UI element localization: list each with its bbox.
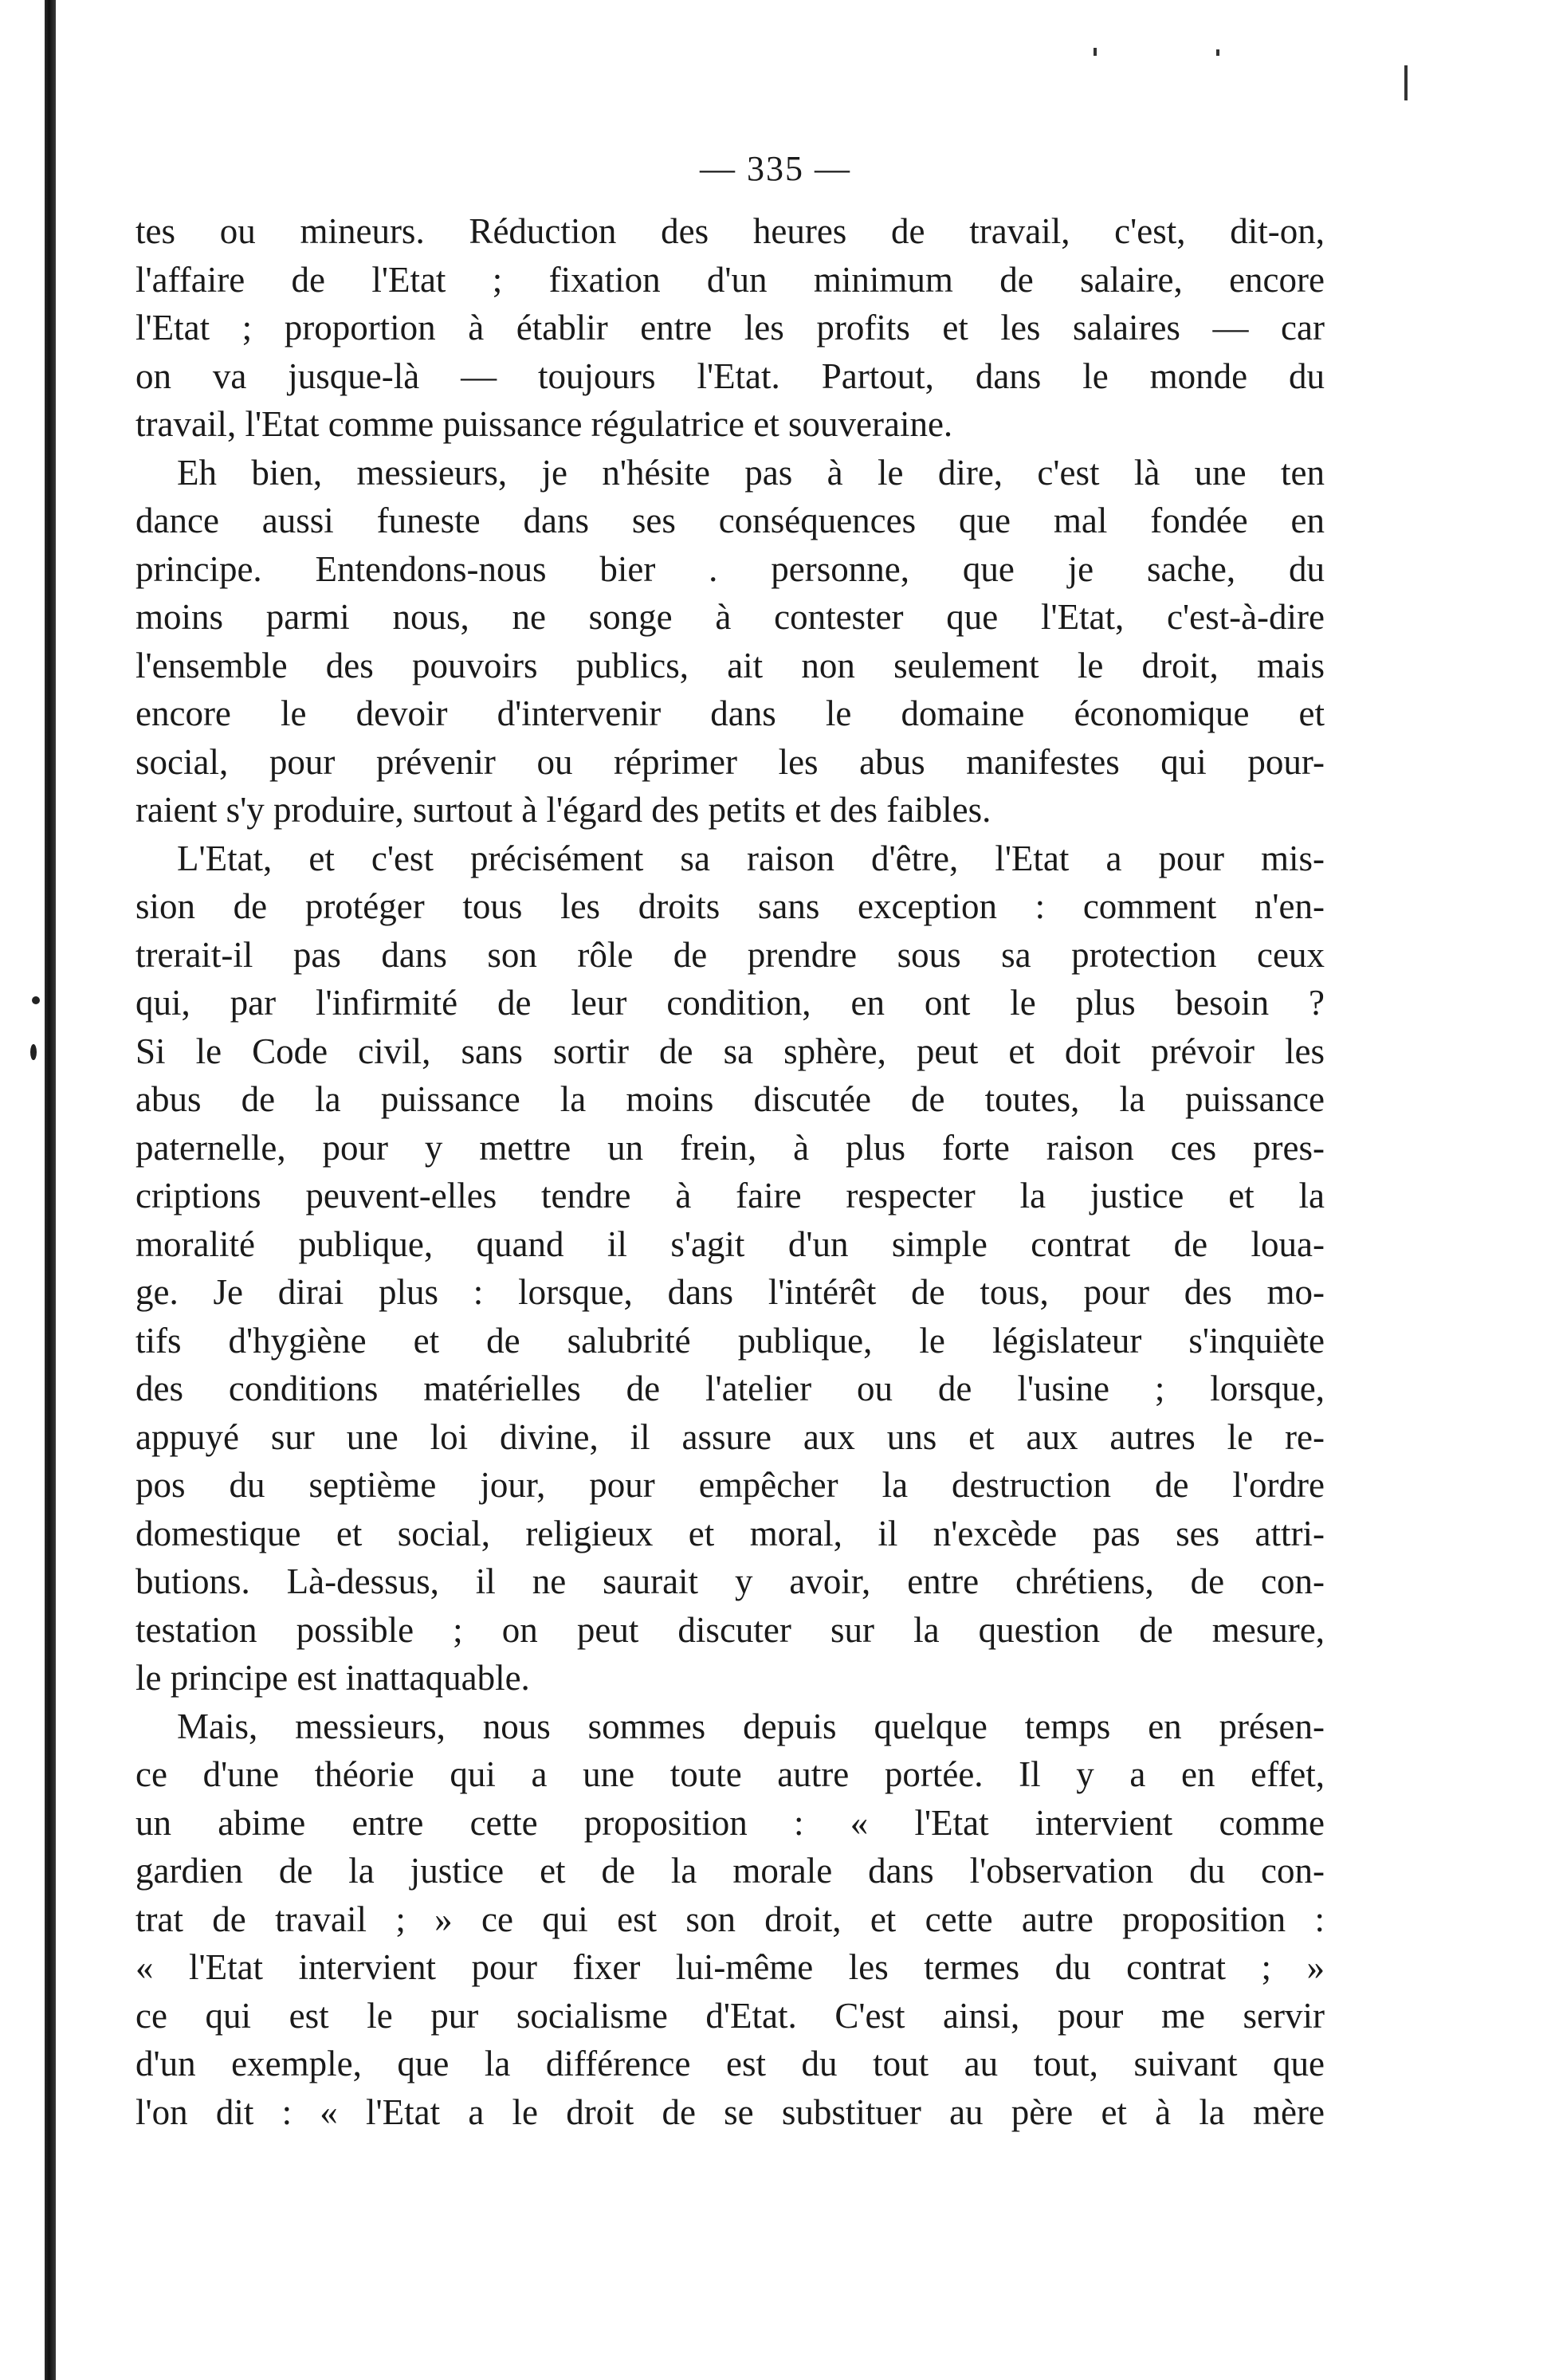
text-line: « l'Etat intervient pour fixer lui-même les termes du contrat ; » [135,1947,1325,1987]
text-line: d'un exemple, que la différence est du tout au tout, suivant que [135,2044,1325,2083]
text-line: encore le devoir d'intervenir dans le domaine économique et [135,693,1325,733]
margin-mark [1404,65,1408,100]
text-line: raient s'y produire, surtout à l'égard des petits et des faibles. [135,790,991,830]
text-line: moins parmi nous, ne songe à contester que l'Etat, c'est-à-dire [135,597,1325,637]
text-line: tes ou mineurs. Réduction des heures de travail, c'est, dit-on, [135,211,1325,251]
text-line: principe. Entendons-nous bier . personne, que je sache, du [135,548,1325,589]
text-line: un abime entre cette proposition : « l'Etat intervient comme [135,1802,1325,1843]
text-line: abus de la puissance la moins discutée de toutes, la puissance [135,1079,1325,1119]
text-line: Eh bien, messieurs, je n'hésite pas à le dire, c'est là une ten [177,452,1325,493]
text-line: trerait-il pas dans son rôle de prendre sous sa protection ceux [135,934,1325,975]
binding-speck [32,996,40,1004]
page-number: — 335 — [700,149,851,188]
text-line: moralité publique, quand il s'agit d'un simple contrat de loua- [135,1223,1325,1264]
text-line: ce qui est le pur socialisme d'Etat. C'est ainsi, pour me servir [135,1995,1325,2036]
binding-speck [30,1044,37,1060]
text-line: dance aussi funeste dans ses conséquences que mal fondée en [135,501,1325,540]
text-line: l'on dit : « l'Etat a le droit de se substituer au père et à la mère [135,2091,1325,2132]
text-line: pos du septième jour, pour empêcher la destruction de l'ordre [135,1465,1325,1505]
text-line: social, pour prévenir ou réprimer les abus manifestes qui pour- [135,741,1325,782]
text-line: criptions peuvent-elles tendre à faire respecter la justice et la [135,1176,1325,1216]
text-line: l'ensemble des pouvoirs publics, ait non seulement le droit, mais [135,645,1325,685]
text-line: testation possible ; on peut discuter sur la question de mesure, [135,1609,1325,1650]
text-line: appuyé sur une loi divine, il assure aux uns et aux autres le re- [135,1416,1325,1457]
text-line: des conditions matérielles de l'atelier ou de l'usine ; lorsque, [135,1369,1325,1408]
text-line: gardien de la justice et de la morale dans l'observation du con- [135,1851,1325,1891]
text-line: le principe est inattaquable. [135,1658,530,1698]
margin-mark [1094,48,1097,56]
text-line: l'Etat ; proportion à établir entre les profits et les salaires — car [135,308,1325,348]
text-line: sion de protéger tous les droits sans exception : comment n'en- [135,886,1325,926]
text-line: Si le Code civil, sans sortir de sa sphère, peut et doit prévoir les [135,1031,1325,1071]
text-line: tifs d'hygiène et de salubrité publique, le législateur s'inquiète [135,1320,1325,1361]
text-line: on va jusque-là — toujours l'Etat. Partout, dans le monde du [135,355,1325,396]
text-line: Mais, messieurs, nous sommes depuis quelque temps en présen- [177,1706,1325,1746]
text-line: travail, l'Etat comme puissance régulatrice et souveraine. [135,404,953,444]
margin-mark [1216,49,1219,56]
text-line: qui, par l'infirmité de leur condition, en ont le plus besoin ? [135,983,1325,1023]
text-line: L'Etat, et c'est précisément sa raison d'être, l'Etat a pour mis- [177,838,1325,878]
text-line: domestique et social, religieux et moral, il n'excède pas ses attri- [135,1513,1325,1553]
text-line: ge. Je dirai plus : lorsque, dans l'intérêt de tous, pour des mo- [135,1272,1325,1312]
text-line: paternelle, pour y mettre un frein, à plus forte raison ces pres- [135,1127,1325,1168]
text-line: ce d'une théorie qui a une toute autre portée. Il y a en effet, [135,1754,1325,1794]
binding-edge [45,0,56,2380]
body-text [135,207,1325,2136]
text-line: l'affaire de l'Etat ; fixation d'un minimum de salaire, encore [135,259,1325,300]
text-line: trat de travail ; » ce qui est son droit, et cette autre proposition : [135,1899,1325,1939]
text-line: butions. Là-dessus, il ne saurait y avoir, entre chrétiens, de con- [135,1561,1325,1601]
